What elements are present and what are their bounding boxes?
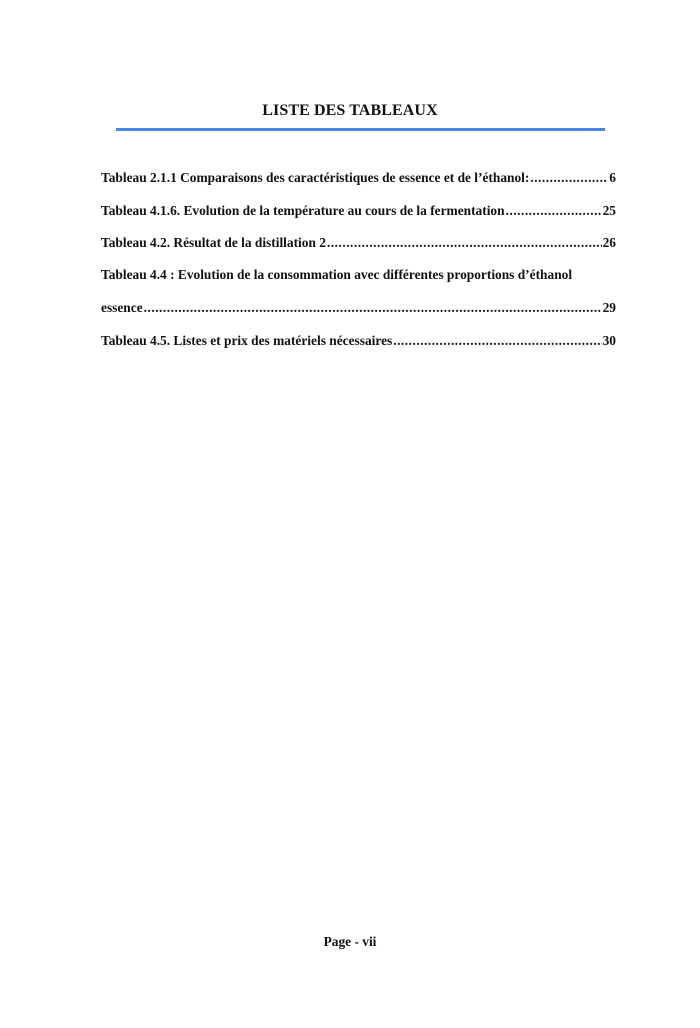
toc-entry-label: Tableau 4.1.6. Evolution de la température au cours de la fermentation [101,203,505,218]
toc-entry[interactable] [101,201,616,221]
toc-entry-label: Tableau 2.1.1 Comparaisons des caractéristiques de essence et de l’éthanol: [101,170,530,185]
title-underline [116,128,605,131]
toc-entry[interactable] [101,331,616,351]
toc-leader-dots [506,201,602,221]
toc-entry[interactable] [101,233,616,253]
toc-leader-dots [327,233,602,253]
toc-entry-page: 25 [602,203,616,218]
page-title: LISTE DES TABLEAUX [262,102,438,119]
toc-entry-label: Tableau 4.5. Listes et prix des matériels nécessaires [101,333,393,348]
toc-entry-label: Tableau 4.2. Résultat de la distillation 2 [101,235,326,250]
toc-leader-dots [144,298,602,318]
toc-entry[interactable] [101,265,616,318]
toc-entry-label: Tableau 4.4 : Evolution de la consommation avec différentes proportions d’éthanol [101,267,573,282]
toc-leader-dots [393,331,601,351]
page-number-footer: Page - vii [323,934,377,949]
toc-leader-dots [530,168,608,188]
toc-entry-page: 29 [602,300,616,315]
toc-entry[interactable] [101,168,616,188]
toc-entry-page: 30 [602,333,616,348]
toc-entry-page: 26 [602,235,616,250]
toc-entry-page: 6 [609,170,616,185]
toc-entry-label-continuation: essence [101,300,143,315]
